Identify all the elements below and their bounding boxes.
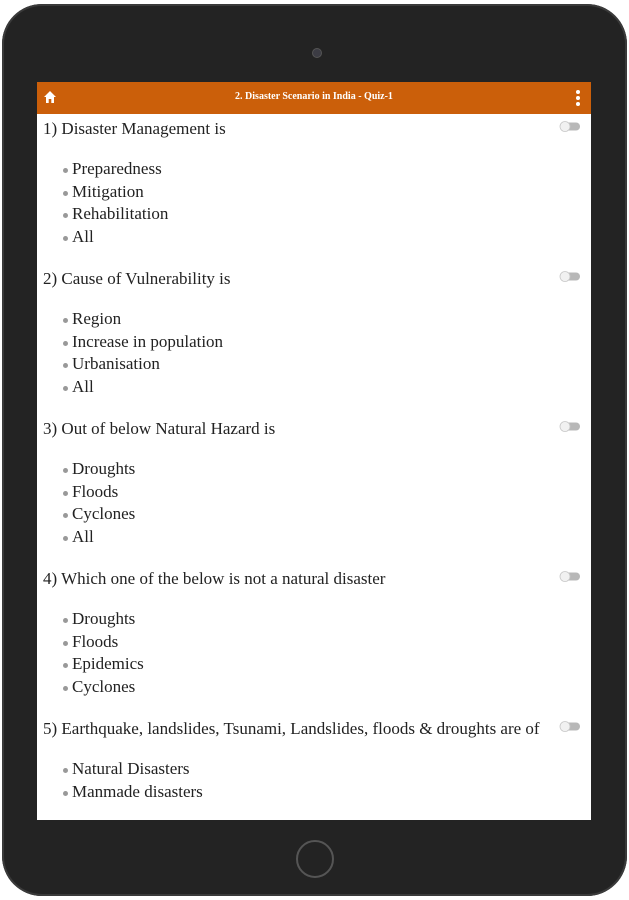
answer-toggle[interactable] <box>559 721 581 732</box>
option-label: Floods <box>72 481 119 501</box>
option-item[interactable] <box>72 631 549 654</box>
answer-toggle[interactable] <box>559 421 581 432</box>
options-list <box>43 308 549 398</box>
option-item[interactable] <box>72 781 549 804</box>
bullet-icon <box>63 191 68 196</box>
question-text: 2) Cause of Vulnerability is <box>43 269 231 288</box>
answer-toggle[interactable] <box>559 121 581 132</box>
option-item[interactable] <box>72 226 549 249</box>
option-item[interactable] <box>72 758 549 781</box>
option-label: Rehabilitation <box>72 204 169 223</box>
question-text: 3) Out of below Natural Hazard is <box>43 419 276 438</box>
bullet-icon <box>63 641 68 646</box>
question-block <box>37 418 591 548</box>
options-list <box>43 758 549 803</box>
option-item[interactable] <box>72 376 549 399</box>
question-text: 1) Disaster Management is <box>43 119 226 138</box>
question-text: 4) Which one of the below is not a natural disaster <box>43 569 386 588</box>
option-label: Region <box>72 309 122 328</box>
question-block <box>37 718 591 803</box>
bullet-icon <box>63 318 68 323</box>
option-label: Mitigation <box>72 181 144 201</box>
bullet-icon <box>63 686 68 691</box>
option-label: Manmade disasters <box>72 781 203 801</box>
option-item[interactable] <box>72 181 549 204</box>
bullet-icon <box>63 168 68 173</box>
options-list <box>43 458 549 548</box>
device-home-button[interactable] <box>296 840 334 878</box>
option-item[interactable] <box>72 481 549 504</box>
option-item[interactable] <box>72 676 549 699</box>
option-label: Urbanisation <box>72 354 160 373</box>
bullet-icon <box>63 341 68 346</box>
more-vert-icon[interactable] <box>575 89 581 107</box>
option-item[interactable] <box>72 503 549 526</box>
option-label: Natural Disasters <box>72 759 190 778</box>
option-label: Droughts <box>72 609 136 628</box>
option-item[interactable] <box>72 308 549 331</box>
option-label: Droughts <box>72 459 136 478</box>
bullet-icon <box>63 791 68 796</box>
question-block <box>37 568 591 698</box>
bullet-icon <box>63 236 68 241</box>
bullet-icon <box>63 768 68 773</box>
option-label: Preparedness <box>72 159 162 178</box>
home-icon[interactable] <box>43 90 57 104</box>
option-item[interactable] <box>72 608 549 631</box>
options-list <box>43 158 549 248</box>
option-label: Increase in population <box>72 331 224 351</box>
quiz-list[interactable] <box>37 114 591 820</box>
bullet-icon <box>63 536 68 541</box>
bullet-icon <box>63 386 68 391</box>
app-bar <box>37 82 591 114</box>
option-item[interactable] <box>72 331 549 354</box>
question-text: 5) Earthquake, landslides, Tsunami, Landslides, floods & droughts are of <box>43 719 540 738</box>
camera <box>312 48 322 58</box>
bullet-icon <box>63 513 68 518</box>
option-item[interactable] <box>72 653 549 676</box>
options-list <box>43 608 549 698</box>
question-block <box>37 268 591 398</box>
bullet-icon <box>63 213 68 218</box>
option-label: All <box>72 226 94 246</box>
option-item[interactable] <box>72 203 549 226</box>
answer-toggle[interactable] <box>559 571 581 582</box>
option-item[interactable] <box>72 458 549 481</box>
question-block <box>37 118 591 248</box>
option-label: All <box>72 376 94 396</box>
bullet-icon <box>63 363 68 368</box>
option-label: All <box>72 526 94 546</box>
option-label: Cyclones <box>72 504 136 523</box>
page-title: 2. Disaster Scenario in India - Quiz-1 <box>235 91 393 102</box>
bullet-icon <box>63 491 68 496</box>
option-item[interactable] <box>72 158 549 181</box>
app-screen <box>37 82 591 820</box>
option-label: Floods <box>72 631 119 651</box>
bullet-icon <box>63 468 68 473</box>
bullet-icon <box>63 663 68 668</box>
option-label: Epidemics <box>72 654 144 673</box>
option-item[interactable] <box>72 353 549 376</box>
bullet-icon <box>63 618 68 623</box>
answer-toggle[interactable] <box>559 271 581 282</box>
option-label: Cyclones <box>72 676 136 696</box>
option-item[interactable] <box>72 526 549 549</box>
